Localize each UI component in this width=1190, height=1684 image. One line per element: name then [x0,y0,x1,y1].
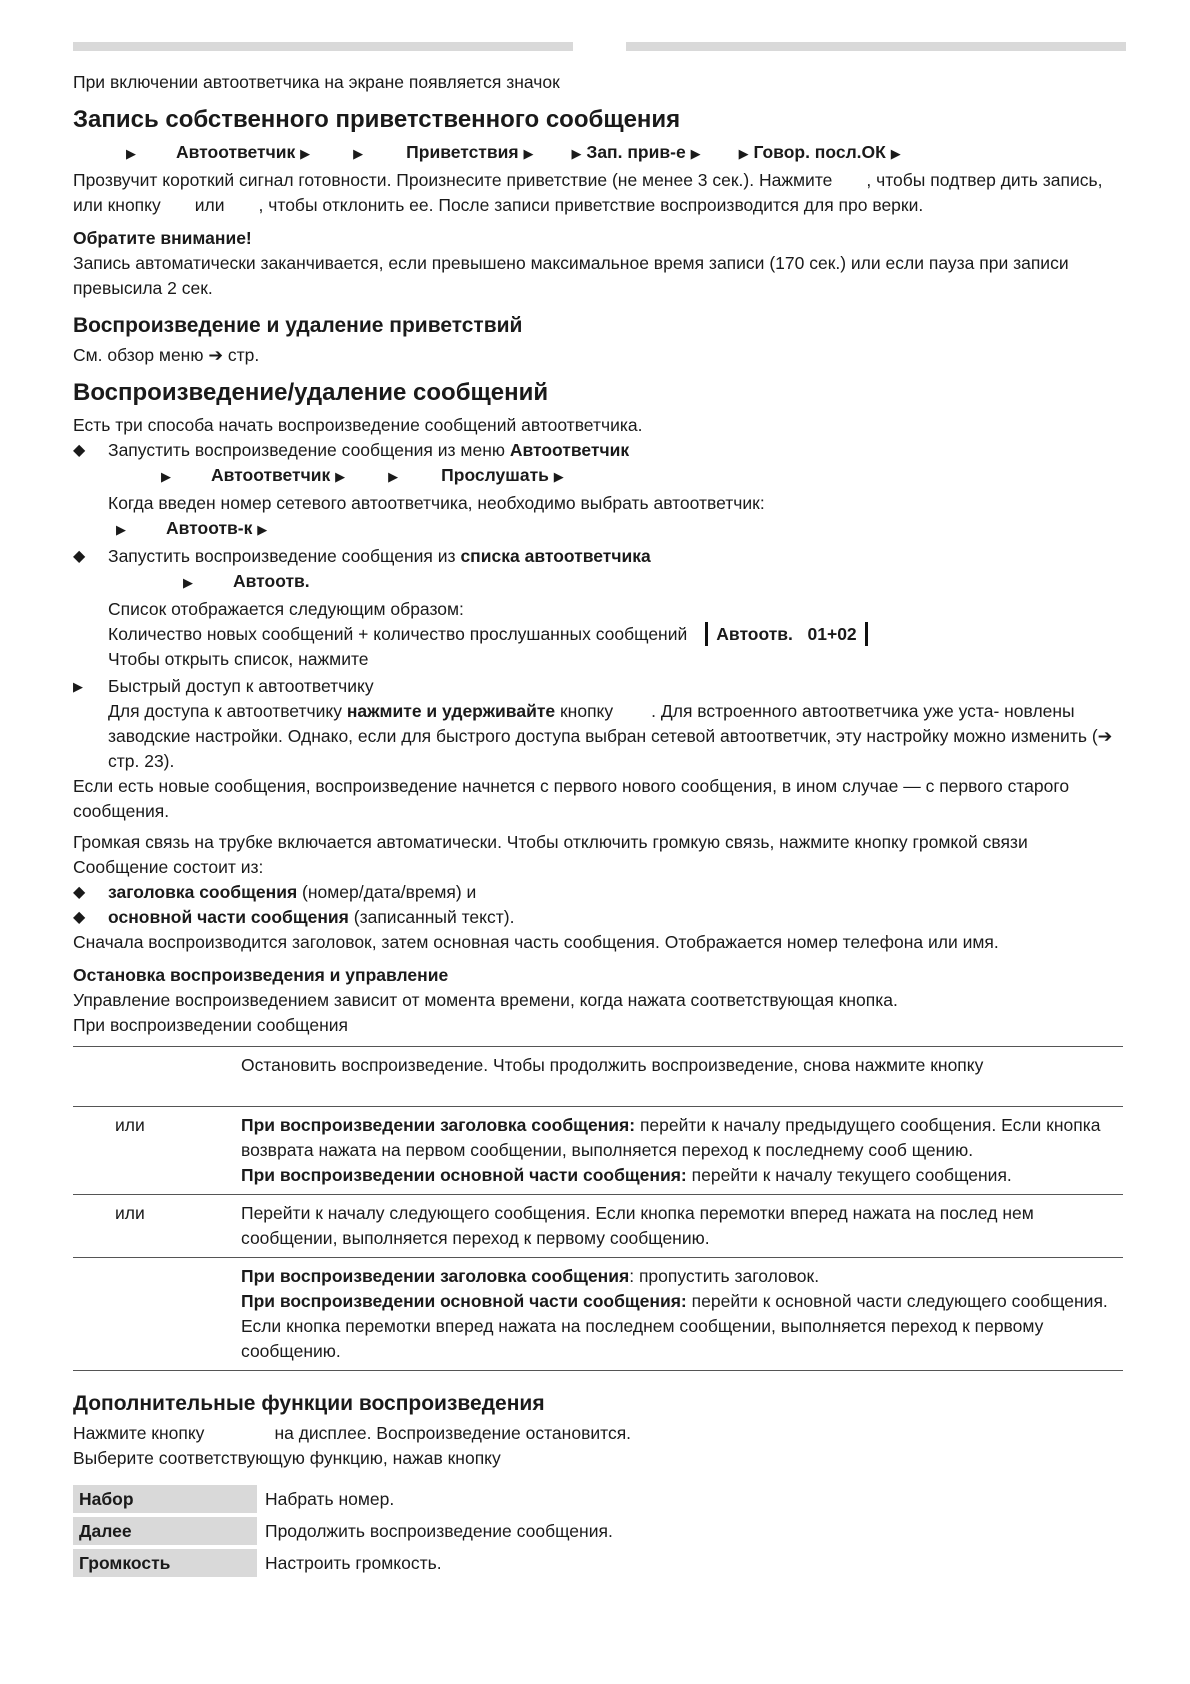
function-key: Громкость [73,1549,257,1577]
diamond-bullet-icon: ◆ [73,884,86,901]
arrow-icon: ▶ [388,469,399,484]
header-bar-right [626,42,1126,51]
menu-overview-ref [73,343,1123,368]
desc-cell [241,1047,1123,1107]
first-played-text: Сначала воспроизводится заголовок, затем основная часть сообщения. Отображается номер телефона или имя. [73,932,999,952]
press-key-text [73,1421,1123,1446]
list-item-quick [73,674,1123,699]
bullet2-bold: списка автоответчика [460,546,651,566]
desc-cell [241,1107,1123,1195]
function-key: Далее [73,1517,257,1545]
arrow-icon: ▶ [257,522,268,537]
arrow-icon: ▶ [571,146,582,161]
list-item-header [73,880,1123,905]
table-row [73,1485,619,1513]
menu-item-record-greeting: Зап. прив-е [586,142,686,162]
bullet2-text: Запустить воспроизведение сообщения из [108,546,456,566]
quick-access-bold: нажмите и удерживайте [346,701,556,721]
function-desc: Набрать номер. [265,1489,395,1509]
menu-item-answering-machine-2: Автоответчик [211,465,331,485]
header-part-text: (номер/дата/время) и [302,882,477,902]
arrow-icon: ▶ [353,146,364,161]
function-desc: Настроить громкость. [265,1553,442,1573]
table-row [73,1549,619,1577]
control-table [73,1046,1123,1371]
diamond-bullet-icon: ◆ [73,548,86,565]
functions-table [73,1481,619,1581]
row-text: Перейти к началу следующего сообщения. Если кнопка перемотки вперед нажата на послед нем сообщении, выполняется переход к первому сообщению. [241,1203,1034,1248]
during-playback: При воспроизведении сообщения [73,1015,349,1035]
record-instr-part2: , чтобы подтвер дить запись, или кнопку [73,170,1103,215]
header-part-bold: заголовка сообщения [108,882,298,902]
record-instr-or: или [194,195,225,215]
quick-access-title: Быстрый доступ к автоответчику [108,676,374,696]
body-part-bold: основной части сообщения [108,907,349,927]
row-bold-1: При воспроизведении заголовка сообщения [241,1266,630,1286]
arrow-right-icon: ➔ [1097,726,1113,746]
row-text-2: перейти к началу текущего сообщения. [691,1165,1012,1185]
key-cell: или [115,1115,145,1135]
quick-access-b: кнопку [560,701,614,721]
table-row [73,1195,1123,1258]
arrow-icon: ▶ [161,469,171,484]
menu-path-listen [73,463,1123,489]
arrow-icon: ▶ [300,146,311,161]
menu-item-greetings: Приветствия [406,142,519,162]
table-row [73,1107,1123,1195]
menu-path-am-list [73,569,1123,595]
quick-access-page: стр. 23). [108,751,175,771]
arrow-icon: ▶ [553,469,564,484]
header-bar-left [73,42,573,51]
press-key-b: на дисплее. Воспроизведение остановится. [274,1423,632,1443]
section-title-stop-control: Остановка воспроизведения и управление [73,965,449,985]
diamond-bullet-icon: ◆ [73,909,86,926]
function-key: Набор [73,1485,257,1513]
note-text: Запись автоматически заканчивается, если превышено максимальное время записи (170 сек.) или если пауза при записи превысила 2 сек. [73,253,1069,298]
three-ways-text: Есть три способа начать воспроизведение сообщений автоответчика. [73,415,643,435]
row-bold-2: При воспроизведении основной части сообщения: [241,1291,687,1311]
consists-text: Сообщение состоит из: [73,857,264,877]
table-row [73,1047,1123,1107]
table-row [73,1258,1123,1371]
list-item-list [73,544,1123,569]
arrow-right-icon: ➔ [208,345,224,365]
arrow-icon: ▶ [523,146,534,161]
list-item-body [73,905,1123,930]
menu-item-am-short: Автоотв-к [166,518,253,538]
display-example [705,622,867,646]
arrow-icon: ▶ [335,469,346,484]
arrow-icon: ▶ [116,522,126,537]
page-ref: стр. [227,345,260,365]
menu-item-am-list: Автоотв. [233,571,310,591]
diamond-bullet-icon: ◆ [73,442,86,459]
press-key-a: Нажмите кнопку [73,1423,205,1443]
network-am-note: Когда введен номер сетевого автоответчика, необходимо выбрать автоответчик: [108,493,765,513]
section-title-play-messages: Воспроизведение/удаление сообщений [73,379,549,406]
section-title-extra-functions: Дополнительные функции воспроизведения [73,1392,545,1415]
key-cell [73,1047,241,1107]
row-bold-2: При воспроизведении основной части сообщения: [241,1165,687,1185]
select-function-text: Выберите соответствующую функцию, нажав кнопку [73,1448,501,1468]
section-title-play-greetings: Воспроизведение и удаление приветствий [73,314,523,337]
record-instr-part1: Прозвучит короткий сигнал готовности. Произнесите приветствие (не менее 3 сек.). Нажмите [73,170,833,190]
bullet1-text: Запустить воспроизведение сообщения из меню [108,440,505,460]
list-format-text: Список отображается следующим образом: [108,599,464,619]
quick-access-c: . Для встроенного автоответчика уже уста- новлены заводские настройки. Однако, если для быстрого доступа выбран сетевой автоответчик, эту настройку можно изменить ( [108,701,1098,746]
row-text-1: : пропустить заголовок. [629,1266,820,1286]
table-row [73,1517,619,1545]
row-text-2: перейти к основной части следующего сообщения. Если кнопка перемотки вперед нажата на последнем сообщении, выполняется переход к первому сообщению. [241,1291,1108,1361]
arrow-icon: ▶ [890,146,901,161]
arrow-icon: ▶ [738,146,749,161]
key-cell [73,1258,241,1371]
menu-overview-text: См. обзор меню [73,345,204,365]
open-list-text: Чтобы открыть список, нажмите [108,649,369,669]
content [73,70,1123,1581]
record-instructions [73,168,1123,218]
desc-cell [241,1258,1123,1371]
menu-item-answering-machine: Автоответчик [176,142,296,162]
display-value: 01+02 [807,624,857,644]
body-part-text: (записанный текст). [353,907,515,927]
note-title: Обратите внимание! [73,228,252,248]
arrow-bullet-icon: ▶ [73,679,83,694]
list-item-menu [73,438,1123,463]
quick-access-a: Для доступа к автоответчику [108,701,342,721]
bullet1-bold: Автоответчик [509,440,630,460]
control-intro: Управление воспроизведением зависит от момента времени, когда нажата соответствующая кнопка. [73,990,898,1010]
speaker-text: Громкая связь на трубке включается автоматически. Чтобы отключить громкую связь, нажмите кнопку громкой связи [73,832,1028,852]
function-desc: Продолжить воспроизведение сообщения. [265,1521,613,1541]
intro-text: При включении автоответчика на экране появляется значок [73,72,560,92]
section-title-record-greeting: Запись собственного приветственного сообщения [73,106,681,133]
menu-item-say-message-ok: Говор. посл.ОК [753,142,886,162]
quick-access-text [73,699,1123,774]
display-label: Автоотв. [716,624,793,644]
row-text-1: перейти к началу предыдущего сообщения. Если кнопка возврата нажата на первом сообщении, выполняется переход к последнему сооб щению. [241,1115,1101,1160]
menu-item-listen: Прослушать [441,465,549,485]
desc-cell [241,1195,1123,1258]
row-bold-1: При воспроизведении заголовка сообщения: [241,1115,636,1135]
record-instr-part3: , чтобы отклонить ее. После записи приветствие воспроизводится для про верки. [258,195,924,215]
count-text-row [73,622,1123,647]
row-text: Остановить воспроизведение. Чтобы продолжить воспроизведение, снова нажмите кнопку [241,1055,984,1075]
arrow-icon: ▶ [183,575,193,590]
arrow-icon: ▶ [126,146,136,161]
arrow-icon: ▶ [690,146,701,161]
menu-path-am [73,516,1123,542]
key-cell: или [115,1203,145,1223]
new-messages-text: Если есть новые сообщения, воспроизведение начнется с первого нового сообщения, в ином случае — с первого старого сообщения. [73,776,1070,821]
count-text: Количество новых сообщений + количество прослушанных сообщений [108,624,688,644]
menu-path-greeting [73,140,1123,166]
